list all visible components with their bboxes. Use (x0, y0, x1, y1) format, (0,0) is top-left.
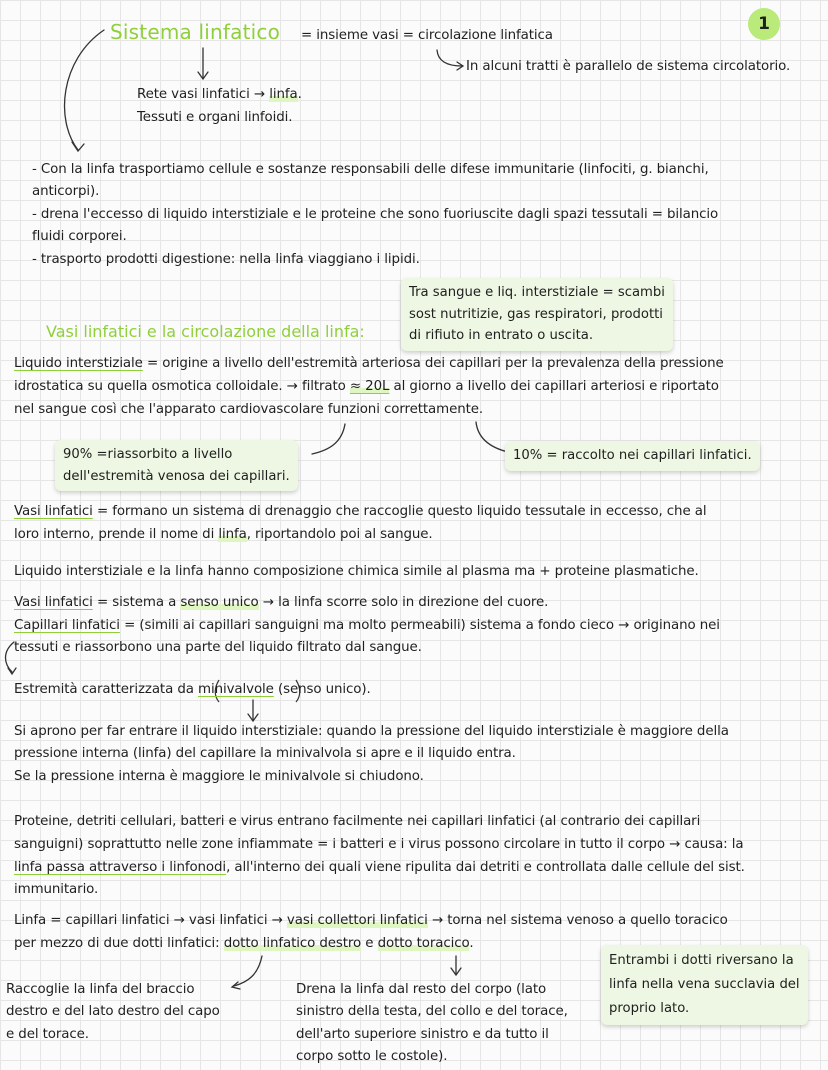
function-1: - Con la linfa trasportiamo cellule e sostanze responsabili delle difese immunitarie (linfociti, g. bianchi, (32, 162, 709, 177)
proteine-line-3: linfa passa attraverso i linfonodi, all'interno dei quali viene ripulita dai detriti e controllata dalle cellule del sist. (14, 860, 745, 875)
side-note: In alcuni tratti è parallelo de sistema circolatorio. (466, 59, 791, 74)
mid-note-line-1: Drena la linfa dal resto del corpo (lato (296, 982, 547, 997)
aprono-line-3: Se la pressione interna è maggiore le minivalvole si chiudono. (14, 769, 424, 784)
exchange-line-3: di rifiuto in entrato o uscita. (409, 328, 594, 343)
dotti-note-box (601, 945, 808, 1025)
box-90-line-2: dell'estremità venosa dei capillari. (63, 468, 290, 484)
title-definition: = insieme vasi = circolazione linfatica (301, 28, 553, 43)
box-10-percent (505, 441, 760, 471)
proteine-line-4: immunitario. (14, 882, 99, 897)
rete-line: Rete vasi linfatici → linfa. (137, 87, 302, 102)
left-note-line-3: e del torace. (6, 1027, 89, 1042)
function-3: - trasporto prodotti digestione: nella linfa viaggiano i lipidi. (32, 252, 420, 267)
function-2-cont: fluidi corporei. (32, 229, 127, 244)
senso-unico-line: Vasi linfatici = sistema a senso unico → la linfa scorre solo in direzione del cuore. (14, 595, 549, 610)
liquid-line-1: Liquido interstiziale = origine a livello dell'estremità arteriosa dei capillari per la prevalenza della pressione (14, 356, 724, 371)
proteine-line-1: Proteine, detriti cellulari, batteri e virus entrano facilmente nei capillari linfatici (al contrario dei capillari (14, 814, 701, 829)
exchange-line-2: sost nutritizie, gas respiratori, prodotti (409, 306, 663, 322)
liquid-line-3: nel sangue così che l'apparato cardiovascolare funzioni correttamente. (14, 402, 484, 417)
estremita-line: Estremità caratterizzata da minivalvole (senso unico). (14, 682, 371, 697)
page-title: Sistema linfatico (110, 20, 281, 44)
exchange-line-1: Tra sangue e liq. interstiziale = scambi (409, 285, 665, 300)
proteine-line-2: sanguigni) soprattutto nelle zone infiammate = i batteri e i virus possono circolare in tutto il corpo → causa: la (14, 837, 744, 852)
box-90-line-1: 90% =riassorbito a livello (63, 447, 233, 462)
composition-line: Liquido interstiziale e la linfa hanno composizione chimica simile al plasma ma + proteine plasmatiche. (14, 564, 699, 579)
dotti-line-2: linfa nella vena succlavia del (609, 977, 800, 992)
tessuti-line: Tessuti e organi linfoidi. (137, 110, 293, 125)
page-number: 1 (748, 8, 780, 40)
exchange-note-box (401, 278, 673, 351)
linfa-path-line-1: Linfa = capillari linfatici → vasi linfatici → vasi collettori linfatici → torna nel sistema venoso a quello toracico (14, 913, 728, 928)
vasi-line-2: loro interno, prende il nome di linfa, riportandolo poi al sangue. (14, 527, 433, 542)
vasi-line-1: Vasi linfatici = formano un sistema di drenaggio che raccoglie questo liquido tessutale in eccesso, che al (14, 504, 707, 519)
linfa-path-line-2: per mezzo di due dotti linfatici: dotto linfatico destro e dotto toracico. (14, 936, 474, 951)
dotti-line-1: Entrambi i dotti riversano la (609, 953, 794, 968)
aprono-line-1: Si aprono per far entrare il liquido interstiziale: quando la pressione del liquido interstiziale è maggiore della (14, 724, 729, 739)
box-90-percent (55, 440, 298, 491)
left-note-line-2: destro e del lato destro del capo (6, 1004, 220, 1019)
mid-note-line-3: dell'arto superiore sinistro e da tutto il (296, 1027, 549, 1042)
liquid-line-2: idrostatica su quella osmotica colloidale. → filtrato ≈ 20L al giorno a livello dei capillari arteriosi e riportato (14, 379, 719, 394)
box-10-line-1: 10% = raccolto nei capillari linfatici. (513, 448, 752, 463)
function-2: - drena l'eccesso di liquido interstiziale e le proteine che sono fuoriuscite dagli spazi tessutali = bilancio (32, 207, 719, 222)
dotti-line-3: proprio lato. (609, 1001, 690, 1016)
function-1-cont: anticorpi). (32, 184, 100, 199)
left-note-line-1: Raccoglie la linfa del braccio (6, 982, 195, 997)
aprono-line-2: pressione interna (linfa) del capillare la minivalvola si apre e il liquido entra. (14, 746, 516, 761)
section-title: Vasi linfatici e la circolazione della linfa: (46, 322, 365, 341)
capillari-line-1: Capillari linfatici = (simili ai capillari sanguigni ma molto permeabili) sistema a fondo cieco → originano nei (14, 618, 720, 633)
mid-note-line-2: sinistro della testa, del collo e del torace, (296, 1004, 568, 1019)
capillari-line-2: tessuti e riassorbono una parte del liquido filtrato dal sangue. (14, 640, 422, 655)
mid-note-line-4: corpo sotto le costole). (296, 1049, 448, 1064)
